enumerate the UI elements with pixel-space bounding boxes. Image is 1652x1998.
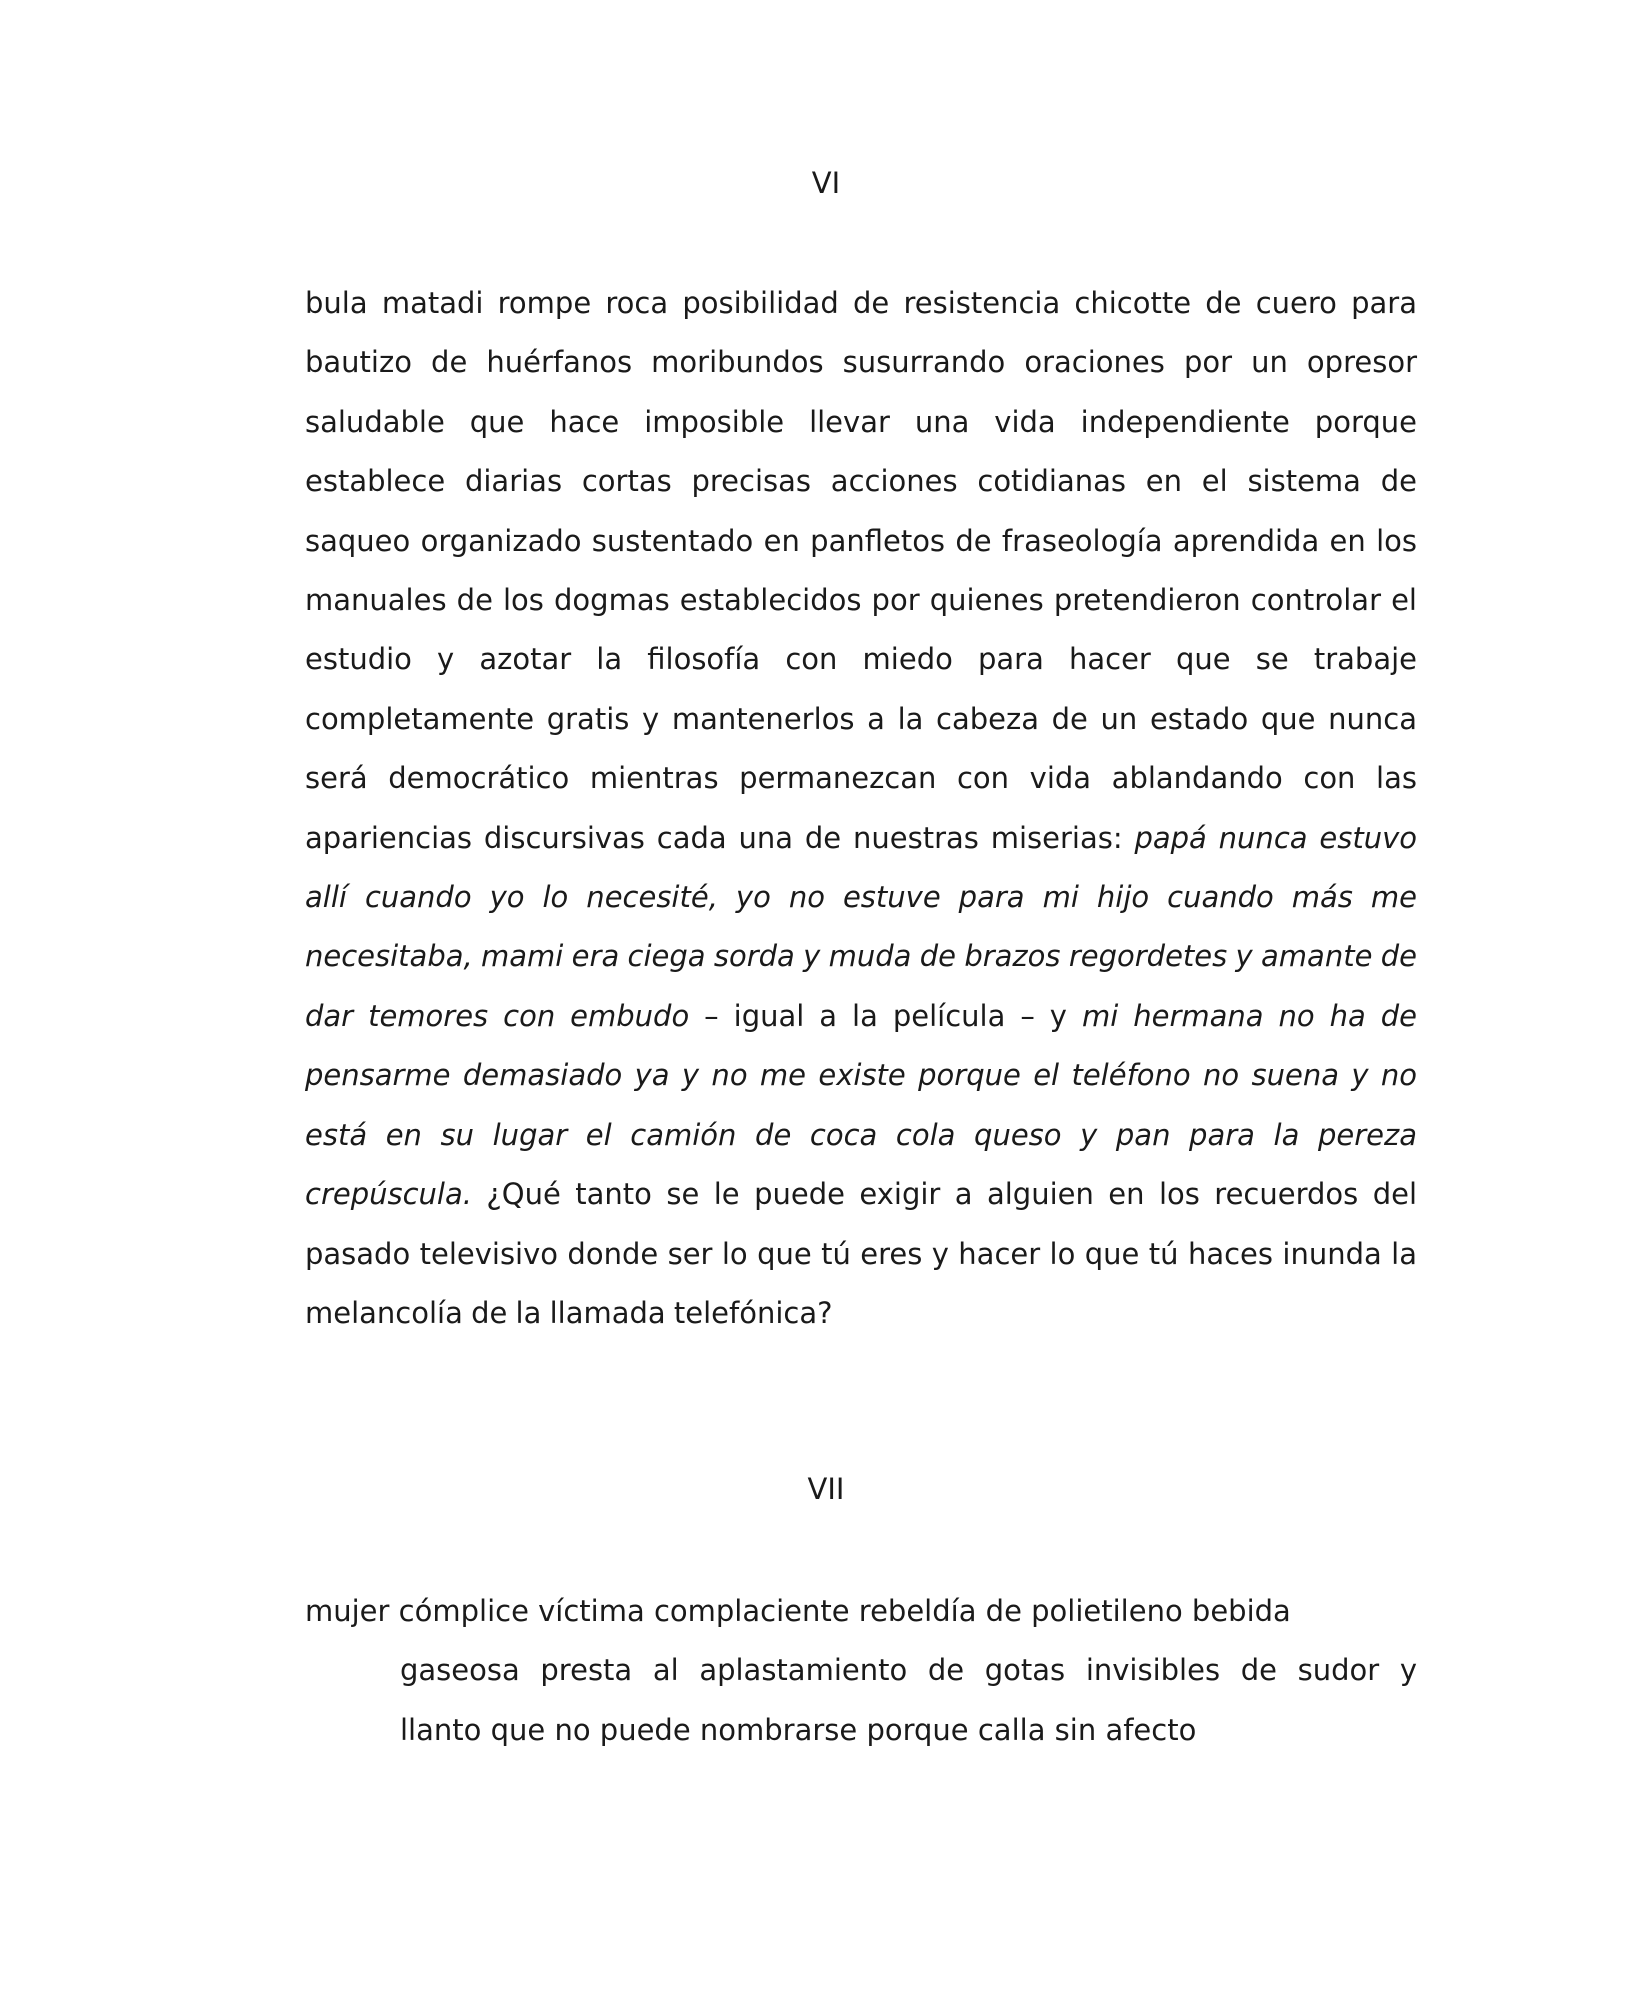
paragraph-text: ¿Qué tanto se le puede exigir a alguien en los recuerdos del pasado televisivo donde ser lo que tú eres y hacer lo que tú haces inunda la melancolía de la llamada telefónica? [305,1177,1417,1330]
paragraph-text: – igual a la película – y [689,998,1082,1033]
paragraph-italic-text: mi hermana no ha de pensarme demasiado ya y no me existe porque el teléfono no suena y no está en su lugar el camión de coca cola queso y pan para la pereza crepúscula. [305,998,1417,1212]
section-numeral-vi: VI [811,166,841,200]
verse-first-line: mujer cómplice víctima complaciente rebeldía de polietileno bebida [305,1594,1291,1628]
paragraph-italic-text: papá nunca estuvo allí cuando yo lo necesité, yo no estuve para mi hijo cuando más me necesitaba, mami era ciega sorda y muda de brazos regordetes y amante de dar temores con embudo [305,820,1417,1033]
verse-continuation [400,1641,1417,1760]
section-numeral-vii: VII [807,1472,845,1506]
verse-line: llanto que no puede nombrarse porque calla sin afecto [400,1712,1197,1747]
paragraph-text: bula matadi rompe roca posibilidad de resistencia chicotte de cuero para bautizo de huérfanos moribundos susurrando oraciones por un opresor saludable que hace imposible llevar una vida independiente porque establece diarias cortas precisas acciones cotidianas en el sistema de saqueo organizado sustentado en panfletos de fraseología aprendida en los manuales de los dogmas establecidos por quienes pretendieron controlar el estudio y azotar la filosofía con miedo para hacer que se trabaje completamente gratis y mantenerlos a la cabeza de un estado que nunca será democrático mientras permanezcan con vida ablandando con las apariencias discursivas cada una de nuestras miserias: [305,286,1417,855]
verse-line: gaseosa presta al aplastamiento de gotas invisibles de sudor y [400,1653,1417,1688]
section-vi-paragraph [305,274,1417,1343]
section-vii-verse [305,1582,1417,1760]
